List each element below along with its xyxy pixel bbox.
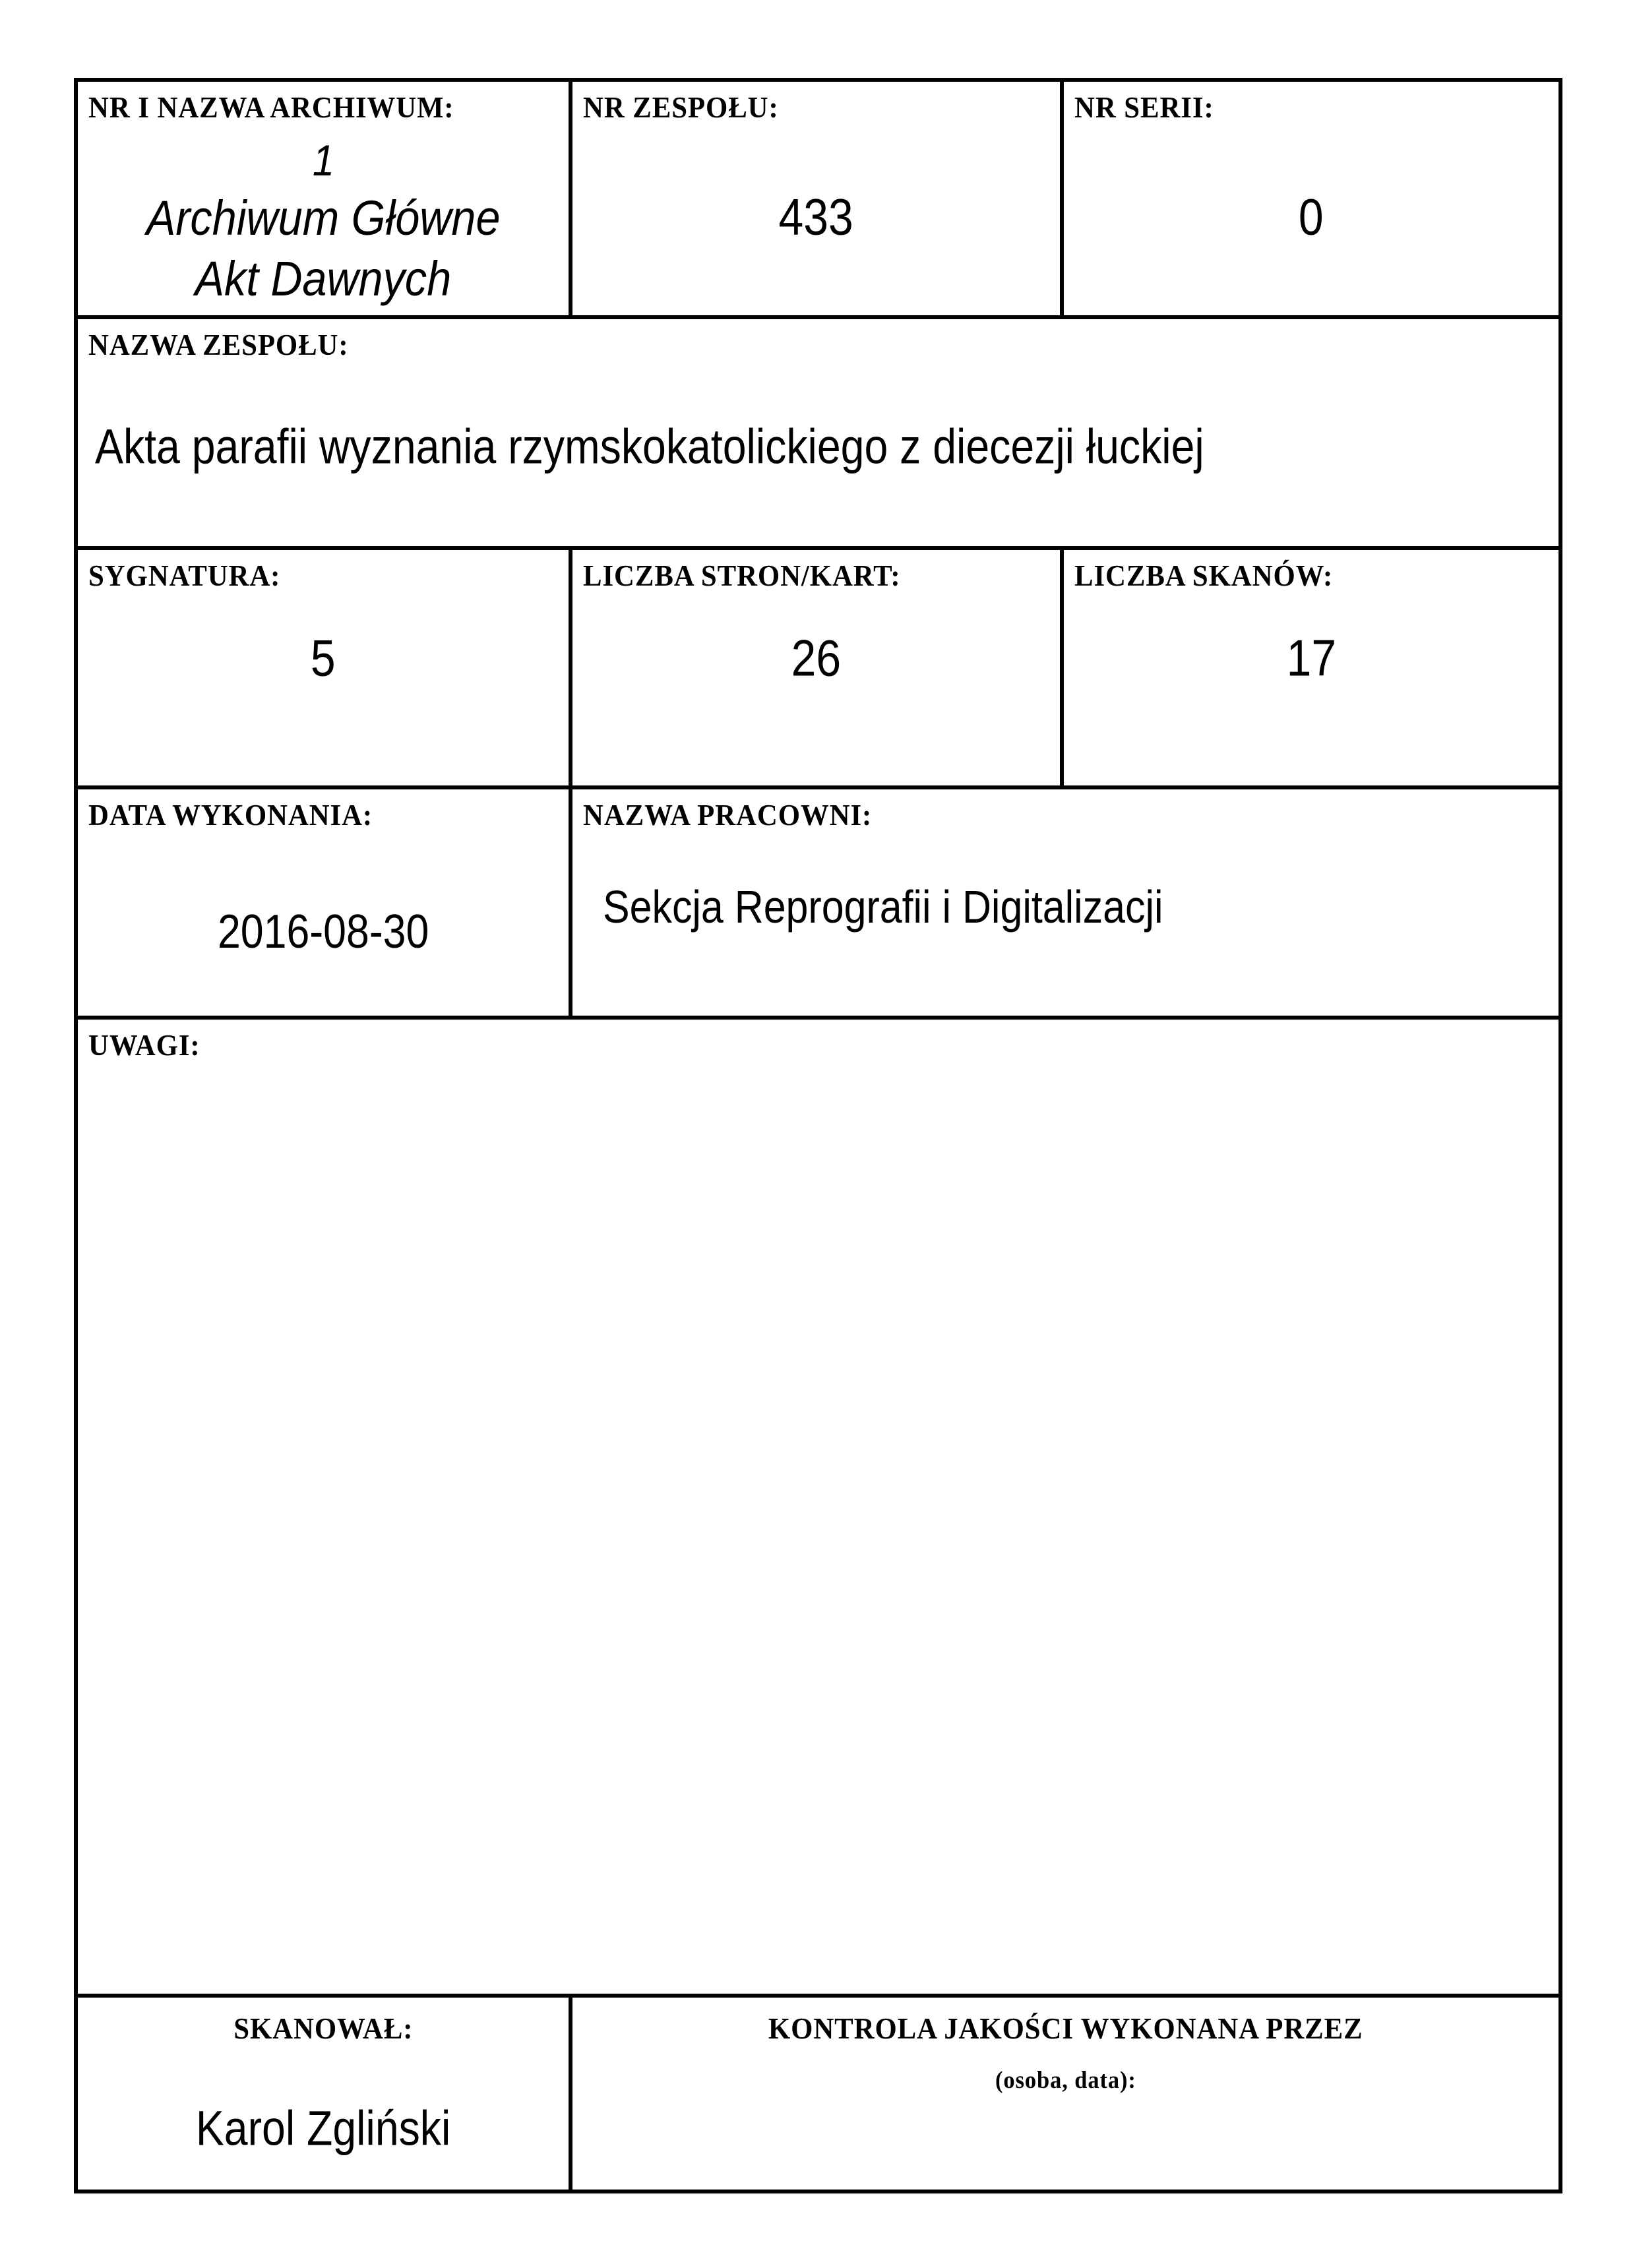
row-counts — [76, 548, 1560, 787]
cell-pages-count — [571, 548, 1062, 787]
row-signatures — [76, 1996, 1560, 2191]
workshop-value: Sekcja Reprografii i Digitalizacji — [603, 881, 1163, 933]
scans-count-label: LICZBA SKANÓW: — [1074, 559, 1334, 592]
row-fonds-name — [76, 317, 1560, 548]
fonds-number-value: 433 — [778, 187, 854, 246]
scanned-by-value: Karol Zgliński — [195, 2100, 451, 2156]
cell-archive — [76, 80, 571, 317]
row-archive — [76, 80, 1560, 317]
series-number-label: NR SERII: — [1074, 90, 1214, 124]
scan-date-label: DATA WYKONANIA: — [88, 798, 373, 832]
quality-control-sublabel: (osoba, data): — [995, 2067, 1136, 2094]
row-date-workshop — [76, 787, 1560, 1018]
archive-label: NR I NAZWA ARCHIWUM: — [88, 90, 454, 124]
row-remarks — [76, 1018, 1560, 1996]
metadata-table — [74, 78, 1562, 2193]
archive-name-line1: Archiwum Główne — [146, 191, 501, 245]
scan-date-value: 2016-08-30 — [217, 905, 429, 959]
archive-number: 1 — [312, 136, 334, 185]
fonds-name-label: NAZWA ZESPOŁU: — [88, 328, 349, 361]
fonds-number-label: NR ZESPOŁU: — [583, 90, 779, 124]
cell-series-number — [1062, 80, 1560, 317]
cell-scans-count — [1062, 548, 1560, 787]
archive-value — [78, 136, 569, 306]
cell-remarks — [76, 1018, 1560, 1996]
remarks-label: UWAGI: — [88, 1028, 201, 1062]
workshop-label: NAZWA PRACOWNI: — [583, 798, 873, 832]
cell-fonds-number — [571, 80, 1062, 317]
pages-count-value: 26 — [791, 628, 842, 687]
series-number-value: 0 — [1299, 187, 1324, 246]
scans-count-value: 17 — [1286, 628, 1336, 687]
cell-fonds-name — [76, 317, 1560, 548]
scanned-by-label: SKANOWAŁ: — [233, 2011, 414, 2045]
fonds-name-value: Akta parafii wyznania rzymskokatolickiego z diecezji łuckiej — [95, 419, 1204, 474]
cell-scan-date — [76, 787, 571, 1018]
quality-control-label: KONTROLA JAKOŚCI WYKONANA PRZEZ — [768, 2011, 1363, 2045]
quality-control-value — [572, 2104, 1558, 2160]
pages-count-label: LICZBA STRON/KART: — [583, 559, 901, 592]
cell-quality-control — [571, 1996, 1560, 2191]
signature-value: 5 — [311, 628, 336, 687]
cell-workshop — [571, 787, 1560, 1018]
archive-name-line2: Akt Dawnych — [195, 251, 452, 306]
cell-signature — [76, 548, 571, 787]
cell-scanned-by — [76, 1996, 571, 2191]
signature-label: SYGNATURA: — [88, 559, 281, 592]
